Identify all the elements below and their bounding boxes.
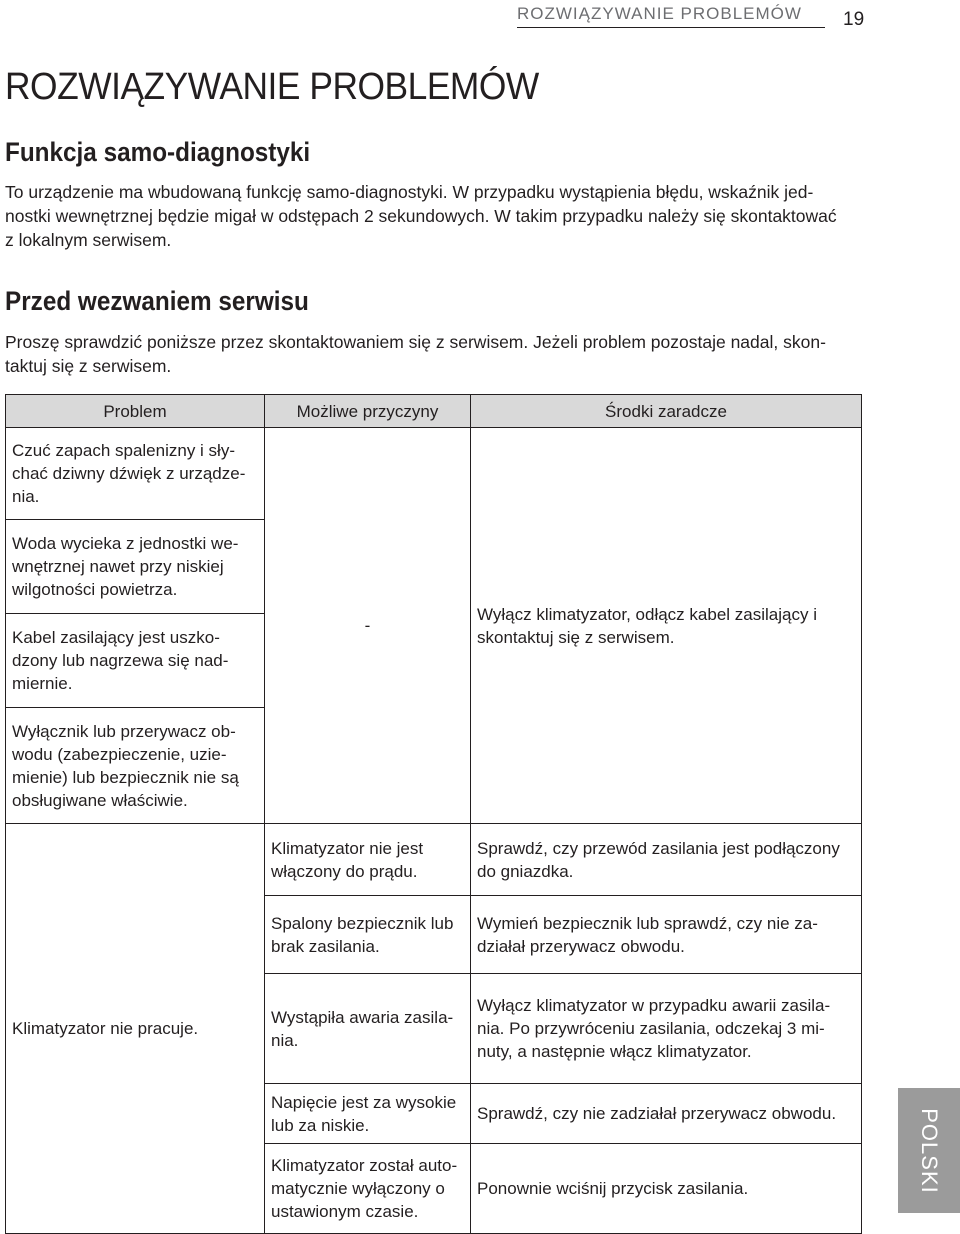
- column-header-causes: Możliwe przyczyny: [265, 395, 471, 428]
- paragraph-line: z lokalnym serwisem.: [5, 230, 172, 250]
- running-head: [0, 0, 960, 40]
- table-header-row: [6, 395, 862, 428]
- table-row: [6, 428, 862, 520]
- cause-cell: Klimatyzator został auto- matycznie wyłączony o ustawionym czasie.: [265, 1144, 471, 1234]
- language-tab-label: POLSKI: [917, 1107, 942, 1194]
- remedy-cell: Sprawdź, czy przewód zasilania jest podłączony do gniazdka.: [471, 824, 862, 896]
- remedy-cell: Wyłącz klimatyzator, odłącz kabel zasilający i skontaktuj się z serwisem.: [471, 428, 862, 824]
- column-header-remedies: Środki zaradcze: [471, 395, 862, 428]
- page-number: 19: [843, 9, 865, 30]
- cause-cell: Klimatyzator nie jest włączony do prądu.: [265, 824, 471, 896]
- paragraph-line: nostki wewnętrznej będzie migał w odstępach 2 sekundowych. W takim przypadku należy się skontaktować: [5, 206, 837, 226]
- page-title: ROZWIĄZYWANIE PROBLEMÓW: [5, 66, 539, 108]
- problem-cell: Klimatyzator nie pracuje.: [6, 824, 265, 1234]
- cause-cell: -: [265, 428, 471, 824]
- column-header-problem: Problem: [6, 395, 265, 428]
- paragraph-line: Proszę sprawdzić poniższe przez skontaktowaniem się z serwisem. Jeżeli problem pozostaje nadal, skon-: [5, 332, 826, 352]
- remedy-cell: Wymień bezpiecznik lub sprawdź, czy nie za- działał przerywacz obwodu.: [471, 896, 862, 974]
- cause-cell: Napięcie jest za wysokie lub za niskie.: [265, 1084, 471, 1144]
- troubleshooting-table: [5, 394, 862, 1234]
- before-service-paragraph: [5, 330, 826, 378]
- problem-cell: Woda wycieka z jednostki we- wnętrznej nawet przy niskiej wilgotności powietrza.: [6, 520, 265, 614]
- section-heading-self-diagnosis: Funkcja samo-diagnostyki: [5, 137, 311, 167]
- remedy-cell: Wyłącz klimatyzator w przypadku awarii zasila- nia. Po przywróceniu zasilania, odczekaj 3 mi- nuty, a następnie włącz klimatyzator.: [471, 974, 862, 1084]
- problem-cell: Wyłącznik lub przerywacz ob- wodu (zabezpieczenie, uzie- mienie) lub bezpiecznik nie są obsługiwane właściwie.: [6, 708, 265, 824]
- problem-cell: Kabel zasilający jest uszko- dzony lub nagrzewa się nad- miernie.: [6, 614, 265, 708]
- table-row: [6, 824, 862, 896]
- remedy-cell: Sprawdź, czy nie zadziałał przerywacz obwodu.: [471, 1084, 862, 1144]
- cause-cell: Spalony bezpiecznik lub brak zasilania.: [265, 896, 471, 974]
- section-heading-before-service: Przed wezwaniem serwisu: [5, 286, 309, 316]
- paragraph-line: To urządzenie ma wbudowaną funkcję samo-diagnostyki. W przypadku wystąpienia błędu, wskaźnik jed-: [5, 182, 814, 202]
- paragraph-line: taktuj się z serwisem.: [5, 356, 172, 376]
- running-head-rule: [517, 27, 825, 28]
- language-tab: [898, 1088, 960, 1213]
- remedy-cell: Ponownie wciśnij przycisk zasilania.: [471, 1144, 862, 1234]
- self-diagnosis-paragraph: [5, 180, 837, 252]
- cause-cell: Wystąpiła awaria zasila- nia.: [265, 974, 471, 1084]
- problem-cell: Czuć zapach spalenizny i sły- chać dziwny dźwięk z urządze- nia.: [6, 428, 265, 520]
- running-head-title: ROZWIĄZYWANIE PROBLEMÓW: [517, 4, 802, 23]
